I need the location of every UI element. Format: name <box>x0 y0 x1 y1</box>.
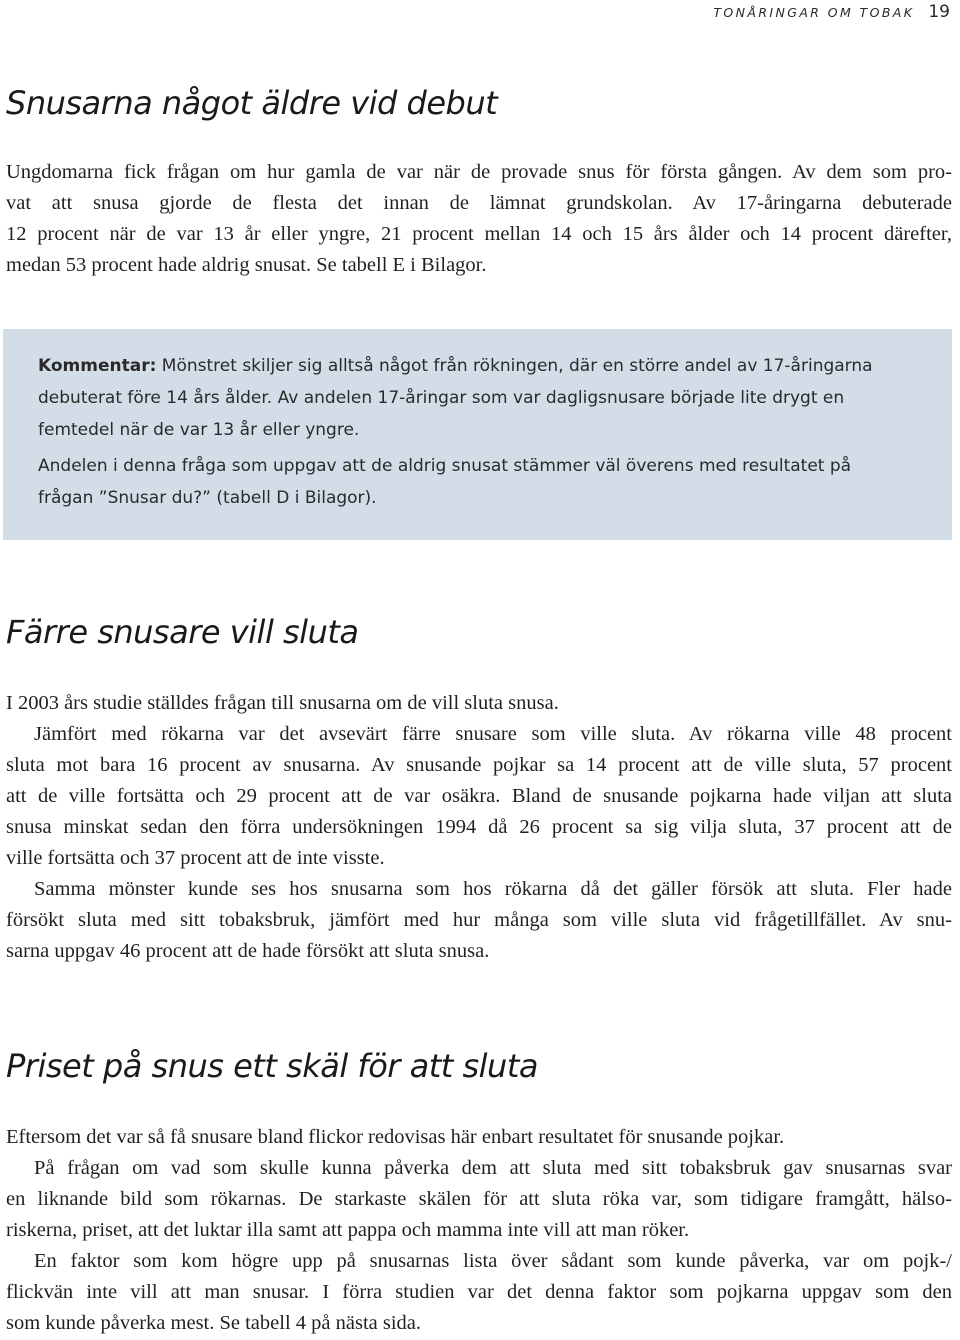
running-header <box>713 0 960 24</box>
paragraph-line: snusa minskat sedan den förra undersökningen 1994 då 26 procent sa sig vilja sluta, 37 procent att de <box>6 816 952 838</box>
paragraph-line: riskerna, priset, att det luktar illa samt att pappa och mamma inte vill att man röker. <box>6 1219 690 1241</box>
section-body-quit <box>6 688 952 967</box>
paragraph-line: En faktor som kom högre upp på snusarnas lista över sådant som kunde påverka, var om pojk-/ <box>34 1250 952 1272</box>
section-body-price <box>6 1122 952 1339</box>
page-number: 19 <box>928 2 950 22</box>
paragraph-line: ville fortsätta och 37 procent att de inte visste. <box>6 847 385 869</box>
comment-line: femtedel när de var 13 år eller yngre. <box>38 420 360 440</box>
paragraph-line: 12 procent när de var 13 år eller yngre, 21 procent mellan 14 och 15 års ålder och 14 procent därefter, <box>6 223 952 245</box>
comment-line: Andelen i denna fråga som uppgav att de aldrig snusat stämmer väl överens med resultatet på <box>38 456 852 476</box>
paragraph-line: att de ville fortsätta och 29 procent att de var osäkra. Bland de snusande pojkarna hade viljan att sluta <box>6 785 952 807</box>
section-heading-price: Priset på snus ett skäl för att sluta <box>6 1047 538 1085</box>
section-body-debut <box>6 157 952 281</box>
comment-line: frågan ”Snusar du?” (tabell D i Bilagor). <box>38 488 377 508</box>
comment-label: Kommentar: <box>38 356 157 376</box>
comment-line: debuterat före 14 års ålder. Av andelen 17-åringar som var dagligsnusare började lite drygt en <box>38 388 845 408</box>
paragraph-line: sarna uppgav 46 procent att de hade försökt att sluta snusa. <box>6 940 490 962</box>
comment-text <box>38 350 918 514</box>
comment-box <box>3 329 952 540</box>
paragraph-line: medan 53 procent hade aldrig snusat. Se tabell E i Bilagor. <box>6 254 487 276</box>
paragraph-line: en liknande bild som rökarnas. De starkaste skälen för att sluta röka var, som tidigare framgått, hälso- <box>6 1188 952 1210</box>
paragraph-line: försökt sluta med sitt tobaksbruk, jämfört med hur många som ville sluta vid frågetillfället. Av snu- <box>6 909 952 931</box>
paragraph-line: På frågan om vad som skulle kunna påverka dem att sluta med sitt tobaksbruk gav snusarnas svar <box>34 1157 952 1179</box>
paragraph-line: som kunde påverka mest. Se tabell 4 på nästa sida. <box>6 1312 422 1334</box>
paragraph-line: Jämfört med rökarna var det avsevärt färre snusare som ville sluta. Av rökarna ville 48 procent <box>34 723 952 745</box>
paragraph-line: Eftersom det var så få snusare bland flickor redovisas här enbart resultatet för snusande pojkar. <box>6 1126 785 1148</box>
paragraph-line: flickvän inte vill att man snusar. I förra studien var det denna faktor som pojkarna uppgav som den <box>6 1281 952 1303</box>
section-heading-quit: Färre snusare vill sluta <box>6 613 359 651</box>
section-heading-debut: Snusarna något äldre vid debut <box>6 84 498 122</box>
comment-line-text: Mönstret skiljer sig alltså något från rökningen, där en större andel av 17-åringarna <box>156 356 873 376</box>
paragraph-line: I 2003 års studie ställdes frågan till snusarna om de vill sluta snusa. <box>6 692 559 714</box>
comment-line <box>38 350 918 382</box>
running-title: TONÅRINGAR OM TOBAK <box>713 4 915 20</box>
paragraph-line: sluta mot bara 16 procent av snusarna. Av snusande pojkar sa 14 procent att de ville sluta, 57 procent <box>6 754 952 776</box>
paragraph-line: Samma mönster kunde ses hos snusarna som hos rökarna då det gäller försök att sluta. Fler hade <box>34 878 952 900</box>
paragraph-line: Ungdomarna fick frågan om hur gamla de var när de provade snus för första gången. Av dem som pro- <box>6 161 952 183</box>
paragraph-line: vat att snusa gjorde de flesta det innan de lämnat grundskolan. Av 17-åringarna debuterade <box>6 192 952 214</box>
